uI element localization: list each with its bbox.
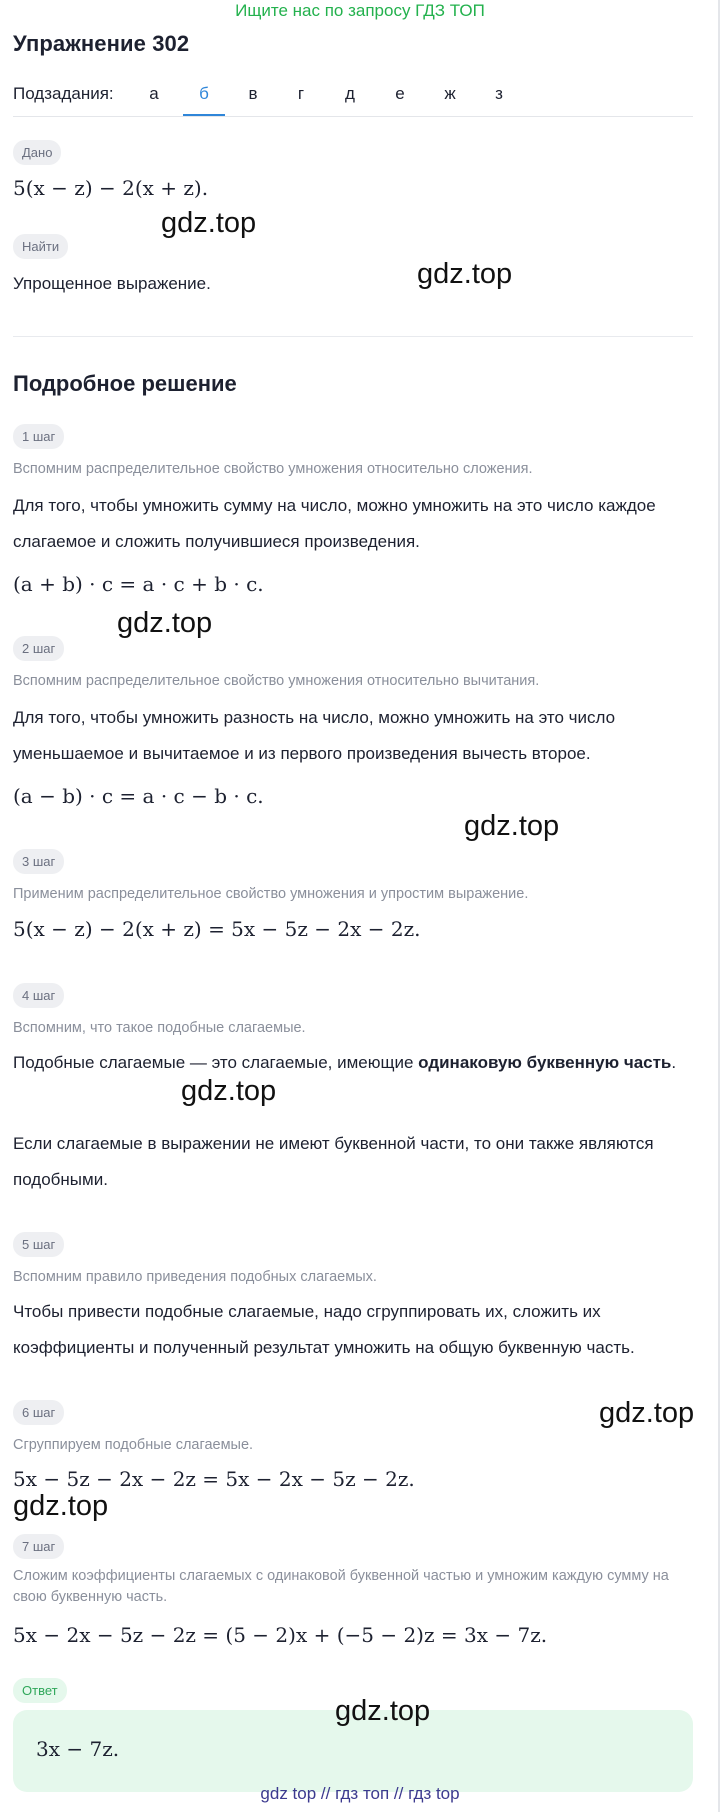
watermark-text: gdz.top [13, 1490, 109, 1522]
answer-value: 3x − 7z. [36, 1737, 120, 1761]
tab-z[interactable]: з [495, 84, 503, 103]
given-badge: Дано [13, 140, 61, 165]
step-4-bold-term: одинаковую буквенную часть [418, 1053, 672, 1072]
step-7-note: Сложим коэффициенты слагаемых с одинаковой буквенной частью и умножим каждую сумму на свою буквенную часть. [13, 1568, 669, 1605]
subtasks-tabs [13, 84, 693, 117]
step-5-badge: 5 шаг [13, 1232, 64, 1257]
step-4-badge: 4 шаг [13, 983, 64, 1008]
promo-banner[interactable]: Ищите нас по запросу ГДЗ ТОП [235, 1, 485, 20]
solution-title: Подробное решение [13, 371, 237, 396]
step-1-badge: 1 шаг [13, 424, 64, 449]
step-4-definition: Подобные слагаемые — это слагаемые, имеющие одинаковую буквенную часть. [13, 1053, 677, 1072]
find-badge: Найти [13, 234, 68, 259]
tab-b[interactable]: б [199, 84, 209, 103]
watermark-text: gdz.top [161, 207, 257, 239]
step-6-badge: 6 шаг [13, 1400, 64, 1425]
step-1-note: Вспомним распределительное свойство умножения относительно сложения. [13, 461, 533, 477]
tab-d[interactable]: д [345, 84, 355, 103]
section-divider [13, 336, 693, 337]
find-text: Упрощенное выражение. [13, 274, 211, 293]
watermark-text: gdz.top [599, 1397, 695, 1429]
step-5-text: Чтобы привести подобные слагаемые, надо сгруппировать их, сложить их коэффициенты и полученный результат умножить на общую буквенную часть. [13, 1302, 635, 1357]
tab-e[interactable]: е [395, 84, 405, 103]
watermark-text: gdz.top [417, 258, 513, 290]
step-1-text: Для того, чтобы умножить сумму на число, можно умножить на это число каждое слагаемое и сложить получившиеся произведения. [13, 496, 656, 551]
tab-a[interactable]: а [149, 84, 159, 103]
page-title: Упражнение 302 [13, 31, 190, 56]
tab-v[interactable]: в [248, 84, 258, 103]
watermark-text: gdz.top [464, 810, 560, 842]
tab-zh[interactable]: ж [444, 84, 456, 103]
step-6-formula: 5x − 5z − 2x − 2z = 5x − 2x − 5z − 2z. [13, 1467, 415, 1491]
footer-links[interactable]: gdz top // гдз топ // гдз top [260, 1784, 460, 1803]
step-1-formula: (a + b) · c = a · c + b · c. [13, 572, 264, 596]
step-2-formula: (a − b) · c = a · c − b · c. [13, 784, 264, 808]
tab-g[interactable]: г [297, 84, 305, 103]
step-3-formula: 5(x − z) − 2(x + z) = 5x − 5z − 2x − 2z. [13, 917, 421, 941]
step-5-note: Вспомним правило приведения подобных слагаемых. [13, 1269, 377, 1285]
step-7-formula: 5x − 2x − 5z − 2z = (5 − 2)x + (−5 − 2)z = 3x − 7z. [13, 1623, 548, 1647]
step-3-note: Применим распределительное свойство умножения и упростим выражение. [13, 886, 529, 902]
watermark-text: gdz.top [181, 1075, 277, 1107]
step-2-text: Для того, чтобы умножить разность на число, можно умножить на это число уменьшаемое и вычитаемое и из первого произведения вычесть второе. [13, 708, 616, 763]
subtasks-label: Подзадания: [13, 84, 114, 103]
step-2-badge: 2 шаг [13, 636, 64, 661]
step-4-text2: Если слагаемые в выражении не имеют буквенной части, то они также являются подобными. [13, 1134, 654, 1189]
watermark-text: gdz.top [117, 607, 213, 639]
watermark-text: gdz.top [335, 1695, 431, 1727]
step-4-note: Вспомним, что такое подобные слагаемые. [13, 1020, 306, 1036]
step-7-badge: 7 шаг [13, 1534, 64, 1559]
answer-badge: Ответ [13, 1678, 67, 1703]
given-expression: 5(x − z) − 2(x + z). [13, 176, 209, 200]
step-6-note: Сгруппируем подобные слагаемые. [13, 1437, 254, 1453]
active-tab-indicator [183, 114, 225, 116]
step-3-badge: 3 шаг [13, 849, 64, 874]
step-2-note: Вспомним распределительное свойство умножения относительно вычитания. [13, 673, 540, 689]
